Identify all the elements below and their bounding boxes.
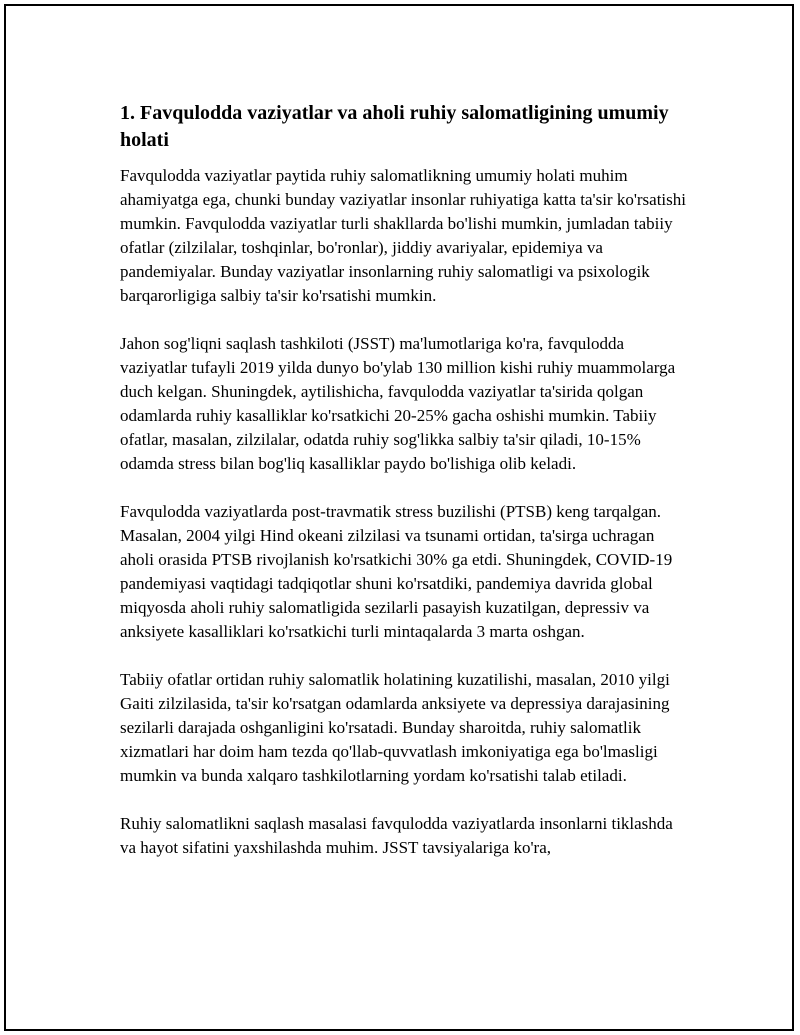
paragraph-2: Jahon sog'liqni saqlash tashkiloti (JSST) ma'lumotlariga ko'ra, favqulodda vaziyatlar tufayli 2019 yilda dunyo bo'ylab 130 million kishi ruhiy muammolarga duch kelgan. Shuningdek, aytilishicha, favqulodda vaziyatlar ta'sirida qolgan odamlarda ruhiy kasalliklar ko'rsatkichi 20-25% gacha oshishi mumkin. Tabiiy ofatlar, masalan, zilzilalar, odatda ruhiy sog'likka salbiy ta'sir qiladi, 10-15% odamda stress bilan bog'liq kasalliklar paydo bo'lishiga olib keladi.	[120, 334, 676, 473]
paragraph-5: Ruhiy salomatlikni saqlash masalasi favqulodda vaziyatlarda insonlarni tiklashda va hayot sifatini yaxshilashda muhim. JSST tavsiyalariga ko'ra,	[120, 814, 673, 857]
document-page	[4, 4, 794, 1031]
paragraph-4: Tabiiy ofatlar ortidan ruhiy salomatlik holatining kuzatilishi, masalan, 2010 yilgi Gaiti zilzilasida, ta'sir ko'rsatgan odamlarda anksiyete va depressiya darajasining sezilarli darajada oshganligini ko'rsatadi. Bunday sharoitda, ruhiy salomatlik xizmatlari har doim ham tezda qo'llab-quvvatlash imkoniyatiga ega bo'lmasligi mumkin va bunda xalqaro tashkilotlarning yordam ko'rsatishi talab etiladi.	[120, 670, 670, 785]
document-body	[120, 100, 692, 884]
paragraph-3: Favqulodda vaziyatlarda post-travmatik stress buzilishi (PTSB) keng tarqalgan. Masalan, 2004 yilgi Hind okeani zilzilasi va tsunami ortidan, ta'sirga uchragan aholi orasida PTSB rivojlanish ko'rsatkichi 30% ga etdi. Shuningdek, COVID-19 pandemiyasi vaqtidagi tadqiqotlar shuni ko'rsatdiki, pandemiya davrida global miqyosda aholi ruhiy salomatligida sezilarli pasayish kuzatilgan, depressiv va anksiyete kasalliklari ko'rsatkichi turli mintaqalarda 3 marta oshgan.	[120, 502, 673, 641]
section-heading: 1. Favqulodda vaziyatlar va aholi ruhiy salomatligining umumiy holati	[120, 102, 669, 151]
paragraph-1: Favqulodda vaziyatlar paytida ruhiy salomatlikning umumiy holati muhim ahamiyatga ega, chunki bunday vaziyatlar insonlar ruhiyatiga katta ta'sir ko'rsatishi mumkin. Favqulodda vaziyatlar turli shakllarda bo'lishi mumkin, jumladan tabiiy ofatlar (zilzilalar, toshqinlar, bo'ronlar), jiddiy avariyalar, epidemiya va pandemiyalar. Bunday vaziyatlar insonlarning ruhiy salomatligi va psixologik barqarorligiga salbiy ta'sir ko'rsatishi mumkin.	[120, 166, 686, 305]
